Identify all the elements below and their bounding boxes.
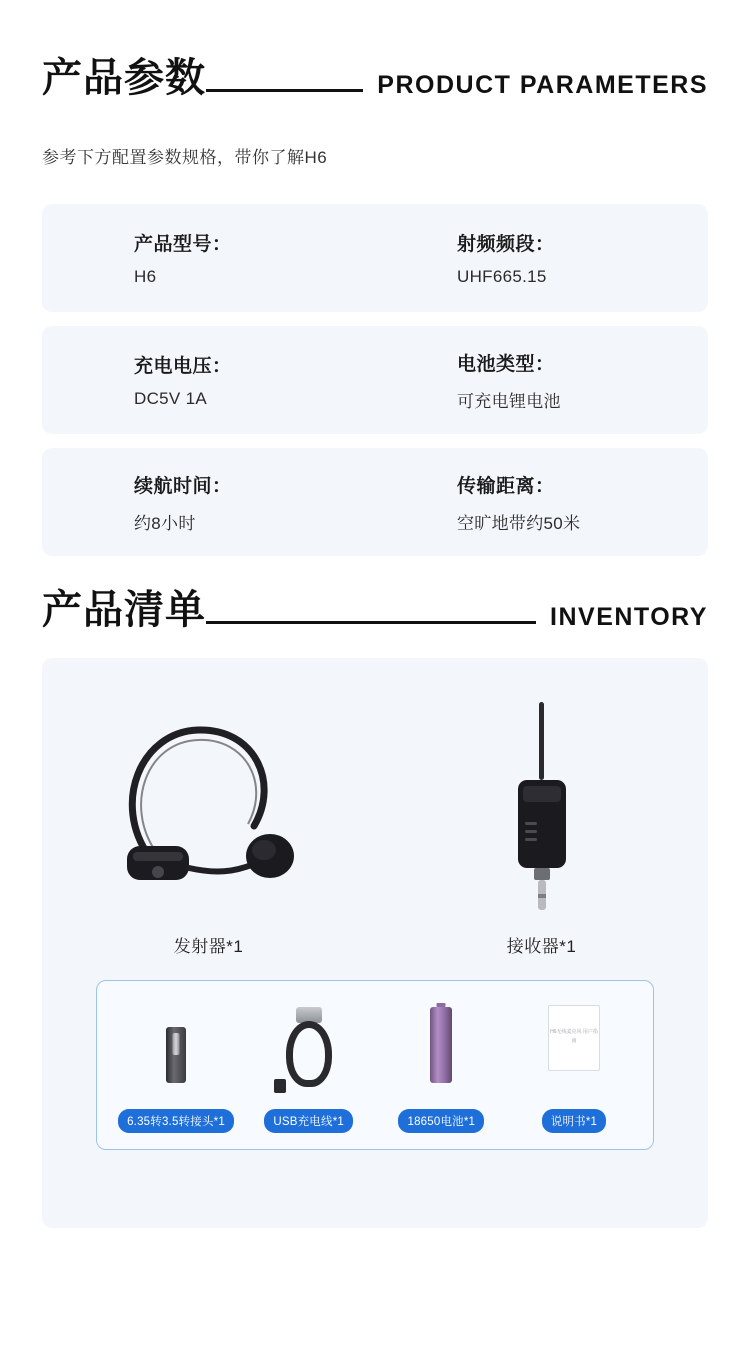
manual-booklet-icon: [548, 1005, 600, 1071]
spec-value: 可充电锂电池: [457, 391, 561, 411]
accessory-tag: 6.35转3.5转接头*1: [118, 1109, 234, 1133]
inventory-section-header: [0, 590, 750, 630]
accessory-tag: 说明书*1: [542, 1109, 606, 1133]
spec-label: 充电电压：: [134, 356, 232, 377]
spec-value: H6: [134, 267, 157, 286]
list-item: [509, 1001, 639, 1133]
spec-label: 射频频段：: [457, 234, 555, 255]
accessories-box: [96, 980, 654, 1150]
header-rule: [206, 89, 363, 92]
spec-cell-range: [375, 471, 708, 534]
battery-illustration: [376, 1001, 506, 1097]
adapter-illustration: [111, 1001, 241, 1097]
accessory-tag: USB充电线*1: [264, 1109, 353, 1133]
spec-cell-model: [42, 229, 375, 287]
adapter-pin: [173, 1033, 180, 1055]
spec-value: 约8小时: [134, 513, 196, 533]
inventory-card: [42, 658, 708, 1228]
accessory-tag: 18650电池*1: [398, 1109, 484, 1133]
list-item: [376, 1001, 506, 1133]
inventory-title-cn: 产品清单: [42, 588, 206, 632]
spec-cell-battery-type: [375, 349, 708, 412]
spec-label: 续航时间：: [134, 475, 232, 497]
spec-cell-voltage: [42, 351, 375, 409]
cable-tip: [274, 1079, 286, 1093]
list-item: [111, 1001, 241, 1133]
main-products-row: [42, 658, 708, 957]
product-caption: 发射器*1: [173, 937, 244, 956]
receiver-illustration: [397, 686, 687, 916]
manual-sheet-text: H6无线麦克风 用户指南: [550, 1029, 598, 1044]
transmitter-illustration: [64, 686, 354, 916]
cable-illustration: [244, 1001, 374, 1097]
spec-label: 传输距离：: [457, 475, 555, 497]
receiver-module-icon: [482, 694, 602, 924]
spec-value: 空旷地带约50米: [457, 513, 581, 533]
inventory-title-en: INVENTORY: [550, 603, 708, 631]
table-row: [42, 448, 708, 556]
product-caption: 接收器*1: [506, 937, 577, 956]
list-item: [397, 686, 687, 957]
table-row: [42, 204, 708, 312]
spec-table: [0, 204, 750, 556]
list-item: [244, 1001, 374, 1133]
parameters-title-en: PRODUCT PARAMETERS: [377, 71, 708, 99]
spec-value: DC5V 1A: [134, 389, 207, 408]
list-item: [64, 686, 354, 957]
manual-illustration: [509, 1001, 639, 1097]
parameters-note: 参考下方配置参数规格，带你了解H6: [42, 148, 328, 167]
parameters-title-cn: 产品参数: [42, 56, 206, 100]
spec-label: 电池类型：: [457, 353, 555, 375]
battery-icon: [430, 1007, 452, 1083]
table-row: [42, 326, 708, 434]
spec-cell-battery-life: [42, 471, 375, 534]
parameters-section-header: [0, 58, 750, 98]
spec-value: UHF665.15: [457, 267, 547, 286]
spec-cell-frequency: [375, 229, 708, 287]
product-detail-page: [0, 58, 750, 1354]
cable-loop: [286, 1021, 332, 1087]
audio-adapter-icon: [166, 1027, 186, 1083]
spec-label: 产品型号：: [134, 234, 232, 255]
headset-microphone-icon: [94, 696, 324, 916]
header-rule: [206, 621, 536, 624]
